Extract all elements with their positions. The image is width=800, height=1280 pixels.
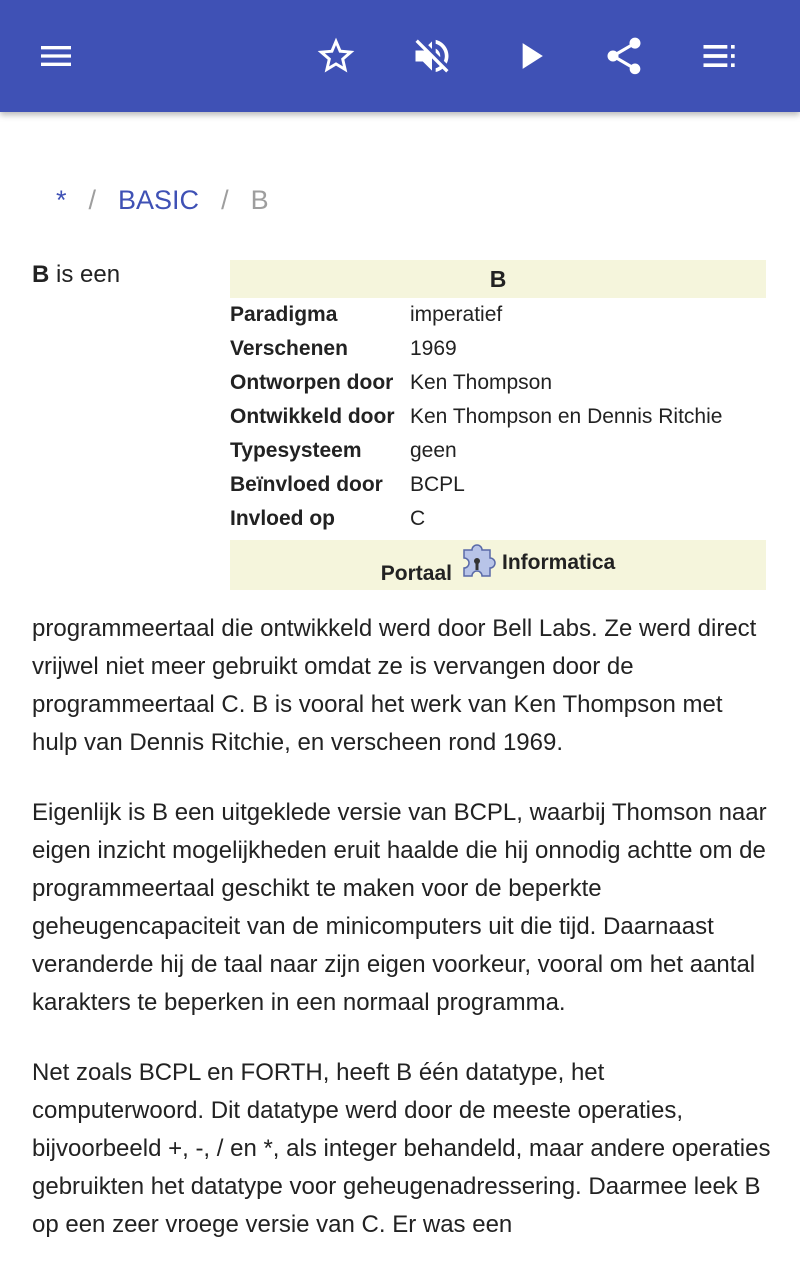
breadcrumb-parent-link[interactable]: BASIC — [118, 184, 200, 215]
article-lead — [32, 258, 120, 292]
infobox-value: imperatief — [410, 303, 503, 326]
volume-off-icon[interactable] — [404, 28, 460, 84]
menu-icon[interactable] — [28, 28, 84, 84]
infobox-key: Paradigma — [230, 303, 338, 326]
breadcrumb — [56, 180, 269, 220]
infobox-row — [230, 332, 766, 366]
portal-prefix: Portaal — [380, 562, 452, 585]
share-icon[interactable] — [596, 28, 652, 84]
infobox-key: Beïnvloed door — [230, 473, 383, 496]
infobox-row — [230, 400, 766, 434]
infobox-row — [230, 434, 766, 468]
app-bar — [0, 0, 800, 112]
infobox-value: Ken Thompson en Dennis Ritchie — [410, 405, 723, 428]
infobox-portal-footer[interactable] — [230, 540, 766, 590]
infobox-value: Ken Thompson — [410, 371, 553, 394]
infobox-key: Invloed op — [230, 507, 335, 530]
infobox-key: Verschenen — [230, 337, 348, 360]
infobox-value: C — [410, 507, 426, 530]
article-paragraph: Eigenlijk is B een uitgeklede versie van BCPL, waarbij Thomson naar eigen inzicht mogelijkheden eruit haalde die hij onnodig achtte om de programmeertaal geschikt te maken voor de beperkte geheugencapaciteit van de minicomputers uit die tijd. Daarnaast veranderde hij de taal naar zijn eigen voorkeur, vooral om het aantal karakters te beperken in een normaal programma. — [32, 799, 767, 1016]
infobox-title: B — [230, 260, 766, 298]
breadcrumb-separator: / — [221, 184, 229, 215]
article-paragraph: programmeertaal die ontwikkeld werd door Bell Labs. Ze werd direct vrijwel niet meer gebruikt omdat ze is vervangen door de programmeertaal C. B is vooral het werk van Ken Thompson met hulp van Dennis Ritchie, en verscheen rond 1969. — [32, 615, 757, 756]
infobox — [230, 260, 766, 590]
puzzle-icon — [456, 542, 500, 588]
article-lead-text: is een — [49, 261, 121, 288]
infobox-key: Ontworpen door — [230, 371, 394, 394]
star-icon[interactable] — [308, 28, 364, 84]
breadcrumb-root-link[interactable]: * — [56, 184, 67, 215]
infobox-value: geen — [410, 439, 457, 462]
list-icon[interactable] — [692, 28, 748, 84]
infobox-key: Ontwikkeld door — [230, 405, 395, 428]
infobox-row — [230, 298, 766, 332]
portal-link[interactable]: Informatica — [502, 551, 616, 574]
infobox-value: BCPL — [410, 473, 465, 496]
breadcrumb-separator: / — [88, 184, 97, 215]
play-icon[interactable] — [502, 28, 558, 84]
infobox-row — [230, 366, 766, 400]
article-body — [32, 610, 772, 1276]
infobox-value: 1969 — [410, 337, 457, 360]
infobox-row — [230, 502, 766, 536]
infobox-row — [230, 468, 766, 502]
infobox-key: Typesysteem — [230, 439, 362, 462]
article-subject: B — [32, 261, 50, 288]
breadcrumb-current: B — [250, 184, 269, 215]
article-paragraph: Net zoals BCPL en FORTH, heeft B één datatype, het computerwoord. Dit datatype werd door de meeste operaties, bijvoorbeeld +, -, / en *, als integer behandeld, maar andere operaties gebruikten het datatype voor geheugenadressering. Daarmee leek B op een zeer vroege versie van C. Er was een — [32, 1059, 771, 1238]
